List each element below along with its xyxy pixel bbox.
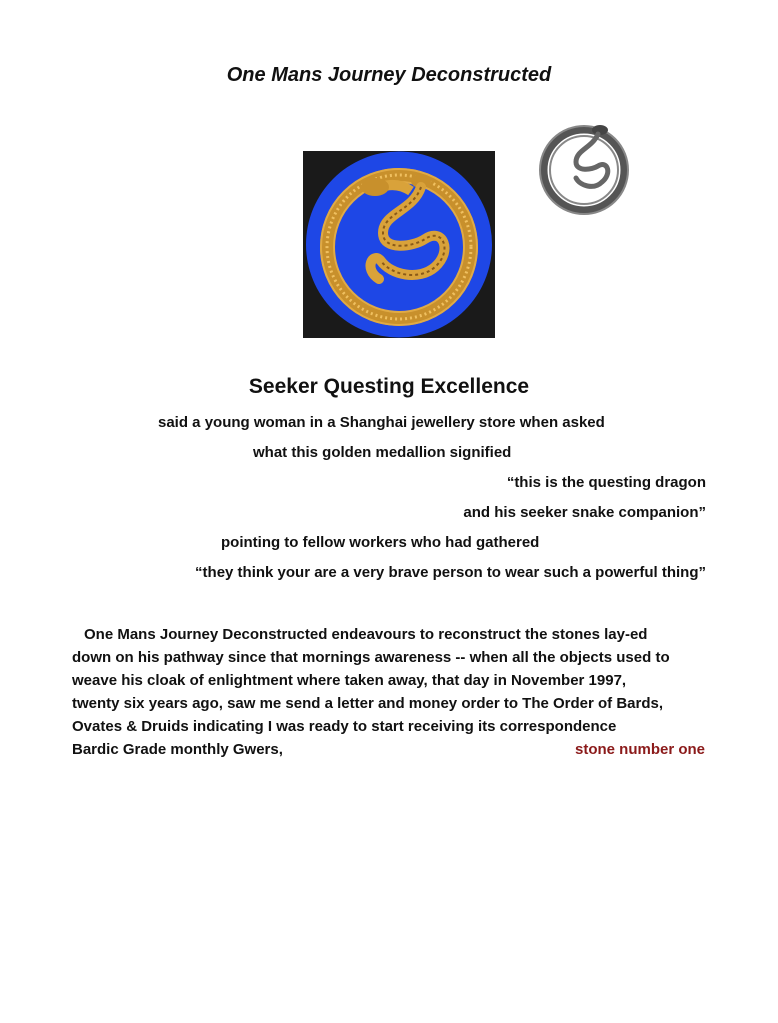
paragraph-line: Bardic Grade monthly Gwers, [72, 741, 283, 758]
stone-number-link[interactable]: stone number one [574, 741, 705, 758]
paragraph-line: twenty six years ago, saw me send a letter and money order to The Order of Bards, [72, 695, 664, 712]
paragraph-last-line [72, 738, 712, 761]
paragraph-line: down on his pathway since that mornings awareness -- when all the objects used to [72, 649, 670, 666]
story-line: “they think your are a very brave person to wear such a powerful thing” [195, 564, 706, 581]
grey-medallion-image [536, 120, 632, 216]
page-title: One Mans Journey Deconstructed [226, 64, 552, 86]
paragraph-line: Ovates & Druids indicating I was ready to start receiving its correspondence [72, 718, 617, 735]
intro-paragraph [72, 623, 712, 761]
story-line: “this is the questing dragon [506, 474, 706, 491]
paragraph-line: weave his cloak of enlightment where taken away, that day in November 1997, [72, 672, 627, 689]
paragraph-line: One Mans Journey Deconstructed endeavours to reconstruct the stones lay-ed [84, 626, 648, 643]
story-line: pointing to fellow workers who had gathered [221, 534, 540, 551]
story-line: what this golden medallion signified [253, 444, 512, 461]
golden-medallion-image [303, 151, 495, 338]
story-line: and his seeker snake companion” [463, 504, 706, 521]
story-line: said a young woman in a Shanghai jewellery store when asked [158, 414, 605, 431]
section-heading: Seeker Questing Excellence [248, 375, 530, 398]
